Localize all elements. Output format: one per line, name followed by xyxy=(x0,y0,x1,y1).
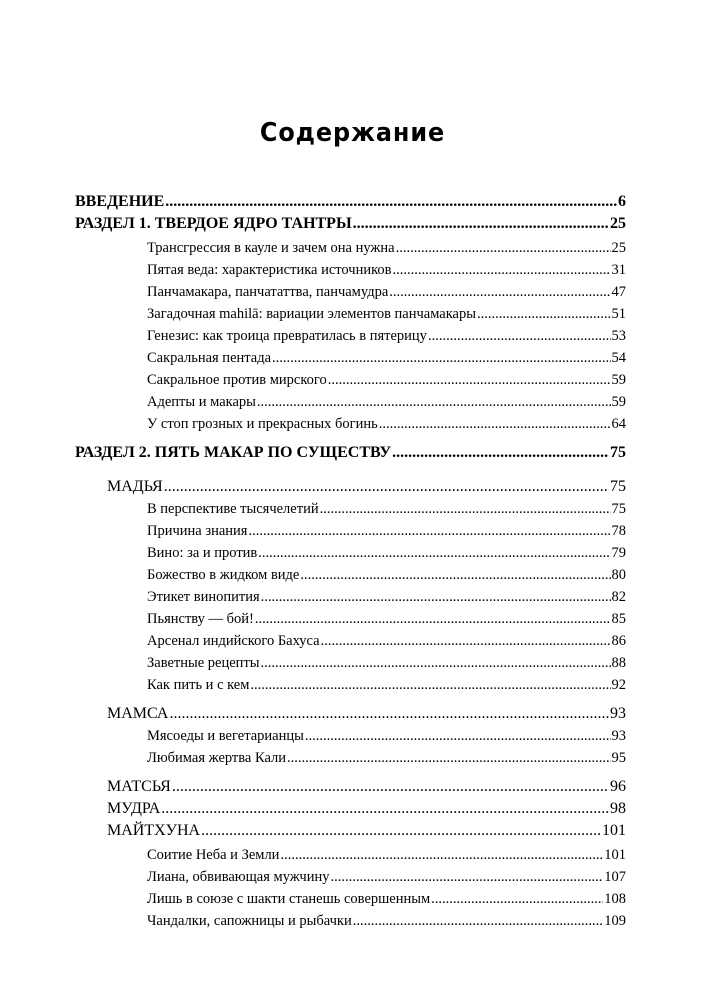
leader-dots xyxy=(248,520,610,542)
toc-entry-label: МАЙТХУНА xyxy=(107,822,201,839)
leader-dots xyxy=(477,303,611,325)
leader-dots xyxy=(389,281,610,303)
toc-entry-page: 75 xyxy=(611,501,626,517)
toc-chapter-mamsa[interactable] xyxy=(107,703,626,725)
leader-dots xyxy=(353,910,604,932)
toc-entry-page: 86 xyxy=(611,633,626,649)
toc-entry-page: 75 xyxy=(610,444,626,461)
leader-dots xyxy=(261,586,611,608)
toc-entry[interactable] xyxy=(147,542,626,564)
toc-entry-label: Этикет винопития xyxy=(147,589,260,605)
toc-entry-part-2[interactable] xyxy=(75,442,626,464)
toc-entry-label: Чандалки, сапожницы и рыбачки xyxy=(147,913,352,929)
leader-dots xyxy=(255,608,611,630)
toc-entry[interactable] xyxy=(147,844,626,866)
toc-entry-page: 59 xyxy=(611,372,626,388)
toc-entry-label: Сакральная пентада xyxy=(147,350,272,366)
toc-entry-label: МАДЬЯ xyxy=(107,478,163,495)
toc-entry-label: Загадочная mahilā: вариации элементов панчамакары xyxy=(147,306,476,322)
toc-entry-page: 101 xyxy=(602,822,626,839)
toc-entry-page: 95 xyxy=(611,750,626,766)
toc-entry-label: МАТСЬЯ xyxy=(107,778,171,795)
leader-dots xyxy=(328,369,611,391)
toc-entry[interactable] xyxy=(147,674,626,696)
toc-entry-page: 59 xyxy=(611,394,626,410)
toc-entry-label: Мясоеды и вегетарианцы xyxy=(147,728,304,744)
toc-entry[interactable] xyxy=(147,608,626,630)
leader-dots xyxy=(164,476,609,498)
toc-entry-page: 93 xyxy=(610,705,626,722)
toc-entry-label: Соитие Неба и Земли xyxy=(147,847,280,863)
leader-dots xyxy=(379,413,611,435)
toc-entry[interactable] xyxy=(147,630,626,652)
leader-dots xyxy=(393,259,611,281)
toc-entry-label: МАМСА xyxy=(107,705,169,722)
toc-entry-label: Лишь в союзе с шакти станешь совершенным xyxy=(147,891,431,907)
toc-entry[interactable] xyxy=(147,564,626,586)
toc-entry-label: Любимая жертва Кали xyxy=(147,750,287,766)
toc-entry-label: Трансгрессия в кауле и зачем она нужна xyxy=(147,240,395,256)
leader-dots xyxy=(172,776,609,798)
toc-entry[interactable] xyxy=(147,725,626,747)
toc-entry-label: Арсенал индийского Бахуса xyxy=(147,633,320,649)
page-title: Содержание xyxy=(259,118,446,148)
toc-entry-label: Панчамакара, панчататтва, панчамудра xyxy=(147,284,389,300)
toc-entry-page: 53 xyxy=(611,328,626,344)
toc-entry-page: 25 xyxy=(610,215,626,232)
toc-entry[interactable] xyxy=(147,866,626,888)
toc-entry[interactable] xyxy=(147,281,626,303)
toc-entry[interactable] xyxy=(147,413,626,435)
toc-entry-label: Божество в жидком виде xyxy=(147,567,300,583)
toc-entry[interactable] xyxy=(147,325,626,347)
toc-entry-page: 51 xyxy=(611,306,626,322)
toc-entry[interactable] xyxy=(147,391,626,413)
leader-dots xyxy=(261,652,611,674)
toc-chapter-mudra[interactable] xyxy=(107,798,626,820)
toc-entry-label: РАЗДЕЛ 2. ПЯТЬ МАКАР ПО СУЩЕСТВУ xyxy=(75,444,392,461)
toc-entry[interactable] xyxy=(147,520,626,542)
toc-entry-page: 31 xyxy=(611,262,626,278)
toc-entry-page: 101 xyxy=(604,847,626,863)
leader-dots xyxy=(258,542,610,564)
toc-entry-page: 98 xyxy=(610,800,626,817)
toc-entry-page: 79 xyxy=(611,545,626,561)
toc-entry-label: У стоп грозных и прекрасных богинь xyxy=(147,416,378,432)
toc-entry-intro[interactable] xyxy=(75,191,626,213)
toc-entry-page: 80 xyxy=(611,567,626,583)
leader-dots xyxy=(396,237,611,259)
toc-entry-page: 109 xyxy=(604,913,626,929)
leader-dots xyxy=(169,703,609,725)
leader-dots xyxy=(305,725,611,747)
toc-entry-page: 54 xyxy=(611,350,626,366)
leader-dots xyxy=(353,213,609,235)
toc-entry[interactable] xyxy=(147,347,626,369)
toc-entry-label: Вино: за и против xyxy=(147,545,258,561)
toc-entry-label: Заветные рецепты xyxy=(147,655,260,671)
toc-entry[interactable] xyxy=(147,498,626,520)
toc-entry-page: 85 xyxy=(611,611,626,627)
leader-dots xyxy=(280,844,603,866)
toc-entry-page: 82 xyxy=(611,589,626,605)
toc-entry-page: 107 xyxy=(604,869,626,885)
toc-entry[interactable] xyxy=(147,747,626,769)
toc-entry-page: 64 xyxy=(611,416,626,432)
leader-dots xyxy=(161,798,609,820)
toc-entry-label: Пятая веда: характеристика источников xyxy=(147,262,392,278)
toc-entry-page: 6 xyxy=(618,193,626,210)
leader-dots xyxy=(431,888,603,910)
leader-dots xyxy=(300,564,610,586)
toc-entry-label: Как пить и с кем xyxy=(147,677,250,693)
toc-entry-page: 78 xyxy=(611,523,626,539)
toc-entry-part-1[interactable] xyxy=(75,213,626,235)
toc-entry[interactable] xyxy=(147,369,626,391)
toc-chapter-matsya[interactable] xyxy=(107,776,626,798)
leader-dots xyxy=(320,498,611,520)
toc-entry-page: 47 xyxy=(611,284,626,300)
toc-entry-page: 88 xyxy=(611,655,626,671)
toc-chapter-madya[interactable] xyxy=(107,476,626,498)
toc-entry-label: Причина знания xyxy=(147,523,248,539)
leader-dots xyxy=(392,442,609,464)
toc-entry-label: Сакральное против мирского xyxy=(147,372,327,388)
toc-entry-page: 75 xyxy=(610,478,626,495)
leader-dots xyxy=(201,820,601,842)
toc-entry[interactable] xyxy=(147,652,626,674)
toc-entry-page: 108 xyxy=(604,891,626,907)
toc-chapter-maithuna[interactable] xyxy=(107,820,626,842)
leader-dots xyxy=(165,191,617,213)
toc-entry[interactable] xyxy=(147,910,626,932)
leader-dots xyxy=(272,347,610,369)
toc-entry[interactable] xyxy=(147,303,626,325)
toc-entry-label: Лиана, обвивающая мужчину xyxy=(147,869,330,885)
toc-entry[interactable] xyxy=(147,888,626,910)
leader-dots xyxy=(321,630,611,652)
toc-entry[interactable] xyxy=(147,237,626,259)
leader-dots xyxy=(250,674,610,696)
toc-entry-label: Пьянству — бой! xyxy=(147,611,254,627)
leader-dots xyxy=(287,747,610,769)
toc-entry-page: 96 xyxy=(610,778,626,795)
toc-entry[interactable] xyxy=(147,586,626,608)
toc-entry-label: РАЗДЕЛ 1. ТВЕРДОЕ ЯДРО ТАНТРЫ xyxy=(75,215,352,232)
toc-entry-label: Адепты и макары xyxy=(147,394,256,410)
toc-entry-page: 25 xyxy=(611,240,626,256)
leader-dots xyxy=(257,391,611,413)
toc-entry-label: ВВЕДЕНИЕ xyxy=(75,193,165,210)
toc-entry-page: 93 xyxy=(611,728,626,744)
toc-entry[interactable] xyxy=(147,259,626,281)
toc-entry-label: В перспективе тысячелетий xyxy=(147,501,319,517)
toc-entry-page: 92 xyxy=(611,677,626,693)
leader-dots xyxy=(330,866,603,888)
toc-entry-label: Генезис: как троица превратилась в пятерицу xyxy=(147,328,427,344)
leader-dots xyxy=(428,325,611,347)
toc-entry-label: МУДРА xyxy=(107,800,161,817)
